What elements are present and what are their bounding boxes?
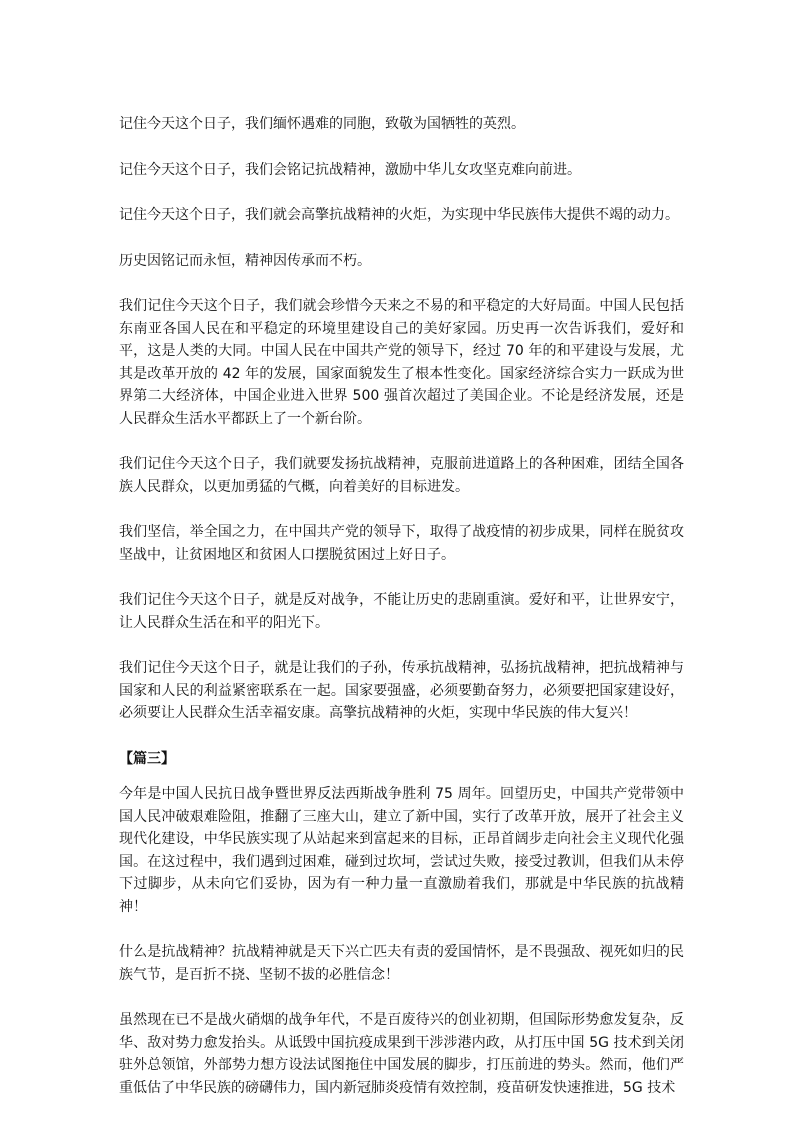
section-part-3 bbox=[119, 748, 684, 1100]
paragraph: 历史因铭记而永恒，精神因传承而不朽。 bbox=[119, 252, 371, 269]
paragraph: 我们记住今天这个日子，就是让我们的子孙，传承抗战精神，弘扬抗战精神，把抗战精神与国家和人民的利益紧密联系在一起。国家要强盛，必须要勤奋努力，必须要把国家建设好，必须要让人民群众生活幸福安康。高擎抗战精神的火炬，实现中华民族的伟大复兴！ bbox=[119, 660, 684, 721]
paragraph: 记住今天这个日子，我们就会高擎抗战精神的火炬，为实现中华民族伟大提供不竭的动力。 bbox=[119, 207, 679, 223]
paragraph: 我们记住今天这个日子，就是反对战争，不能让历史的悲剧重演。爱好和平，让世界安宁，让人民群众生活在和平的阳光下。 bbox=[119, 592, 684, 631]
section-heading: 【篇三】 bbox=[119, 750, 175, 767]
paragraph: 记住今天这个日子，我们会铭记抗战精神，激励中华儿女攻坚克难向前进。 bbox=[119, 161, 581, 178]
section-part-1 bbox=[119, 113, 684, 725]
paragraph: 我们记住今天这个日子，我们就会珍惜今天来之不易的和平稳定的大好局面。中国人民包括东南亚各国人民在和平稳定的环境里建设自己的美好家园。历史再一次告诉我们，爱好和平，这是人类的大同。中国人民在中国共产党的领导下，经过 70 年的和平建设与发展，尤其是改革开放的 42 年的发展，国家面貌发生了根本性变化。国家经济综合实力一跃成为世界第二大经济体，中国企业进入世界 500 强首次超过了美国企业。不论是经济发展，还是人民群众生活水平都跃上了一个新台阶。 bbox=[119, 298, 684, 427]
paragraph: 记住今天这个日子，我们缅怀遇难的同胞，致敬为国牺牲的英烈。 bbox=[119, 116, 525, 132]
paragraph: 什么是抗战精神？抗战精神就是天下兴亡匹夫有责的爱国情怀，是不畏强敌、视死如归的民族气节，是百折不挠、坚韧不拔的必胜信念！ bbox=[119, 944, 684, 983]
paragraph: 我们坚信，举全国之力，在中国共产党的领导下，取得了战疫情的初步成果，同样在脱贫攻坚战中，让贫困地区和贫困人口摆脱贫困过上好日子。 bbox=[119, 524, 684, 563]
paragraph: 虽然现在已不是战火硝烟的战争年代，不是百废待兴的创业初期，但国际形势愈发复杂，反华、敌对势力愈发抬头。从诋毁中国抗疫成果到干涉涉港内政，从打压中国 5G 技术到关闭驻外总领馆，外部势力想方设法试图拖住中国发展的脚步，打压前进的势头。然而，他们严重低估了中华民族的磅礴伟力，国内新冠肺炎疫情有效控制，疫苗研发快速推进，5G 技术 bbox=[119, 1012, 684, 1096]
paragraph: 今年是中国人民抗日战争暨世界反法西斯战争胜利 75 周年。回望历史，中国共产党带领中国人民冲破艰难险阻，推翻了三座大山，建立了新中国，实行了改革开放，展开了社会主义现代化建设，中华民族实现了从站起来到富起来的目标，正昂首阔步走向社会主义现代化强国。在这过程中，我们遇到过困难，碰到过坎坷，尝试过失败，接受过教训，但我们从未停下过脚步，从未向它们妥协，因为有一种力量一直激励着我们，那就是中华民族的抗战精神！ bbox=[119, 786, 684, 915]
paragraph: 我们记住今天这个日子，我们就要发扬抗战精神，克服前进道路上的各种困难，团结全国各族人民群众，以更加勇猛的气概，向着美好的目标进发。 bbox=[119, 456, 684, 495]
